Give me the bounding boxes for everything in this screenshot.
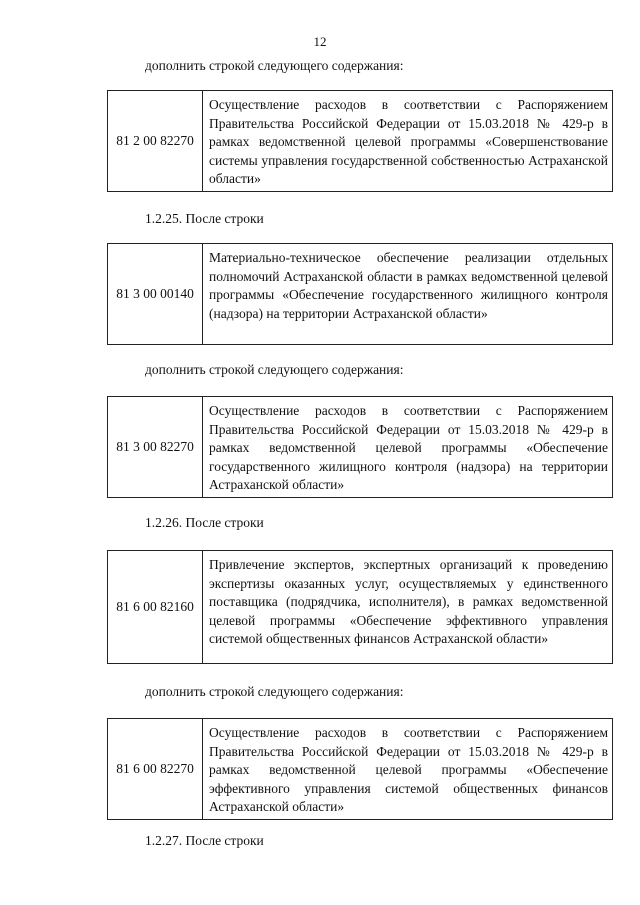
paragraph: дополнить строкой следующего содержания: — [145, 58, 404, 73]
code-cell: 81 3 00 00140 — [108, 244, 203, 344]
paragraph: дополнить строкой следующего содержания: — [145, 362, 404, 377]
table-row — [107, 243, 613, 345]
code-cell: 81 6 00 82270 — [108, 719, 203, 819]
description-cell: Осуществление расходов в соответствии с Распоряжением Правительства Российской Федерации от 15.03.2018 № 429-р в рамках ведомственной целевой программы «Обеспечение эффективного управления системой общественных финансов Астраханской области» — [209, 725, 608, 814]
description-cell: Осуществление расходов в соответствии с Распоряжением Правительства Российской Федерации от 15.03.2018 № 429-р в рамках ведомственной целевой программы «Обеспечение государственного жилищного контроля (надзора) на территории Астраханской области» — [209, 403, 608, 492]
table-row — [107, 396, 613, 498]
paragraph: 1.2.27. После строки — [145, 833, 264, 848]
code-cell: 81 3 00 82270 — [108, 397, 203, 497]
paragraph: дополнить строкой следующего содержания: — [145, 684, 404, 699]
page-number: 12 — [313, 34, 327, 49]
description-cell: Привлечение экспертов, экспертных организаций к проведению экспертизы оказанных услуг, осуществляемых у единственного поставщика (подрядчика, исполнителя), в рамках ведомственной целевой программы «Обеспечение эффективного управления системой общественных финансов Астраханской области» — [209, 557, 608, 646]
description-cell: Осуществление расходов в соответствии с Распоряжением Правительства Российской Федерации от 15.03.2018 № 429-р в рамках ведомственной целевой программы «Совершенствование системы управления государственной собственностью Астраханской области» — [209, 97, 608, 186]
table-row — [107, 90, 613, 192]
paragraph: 1.2.25. После строки — [145, 211, 264, 226]
table-row — [107, 550, 613, 664]
table-row — [107, 718, 613, 820]
paragraph: 1.2.26. После строки — [145, 515, 264, 530]
description-cell: Материально-техническое обеспечение реализации отдельных полномочий Астраханской области в рамках ведомственной целевой программы «Обеспечение государственного жилищного контроля (надзора) на территории Астраханской области» — [209, 250, 608, 321]
code-cell: 81 2 00 82270 — [108, 91, 203, 191]
code-cell: 81 6 00 82160 — [108, 551, 203, 663]
